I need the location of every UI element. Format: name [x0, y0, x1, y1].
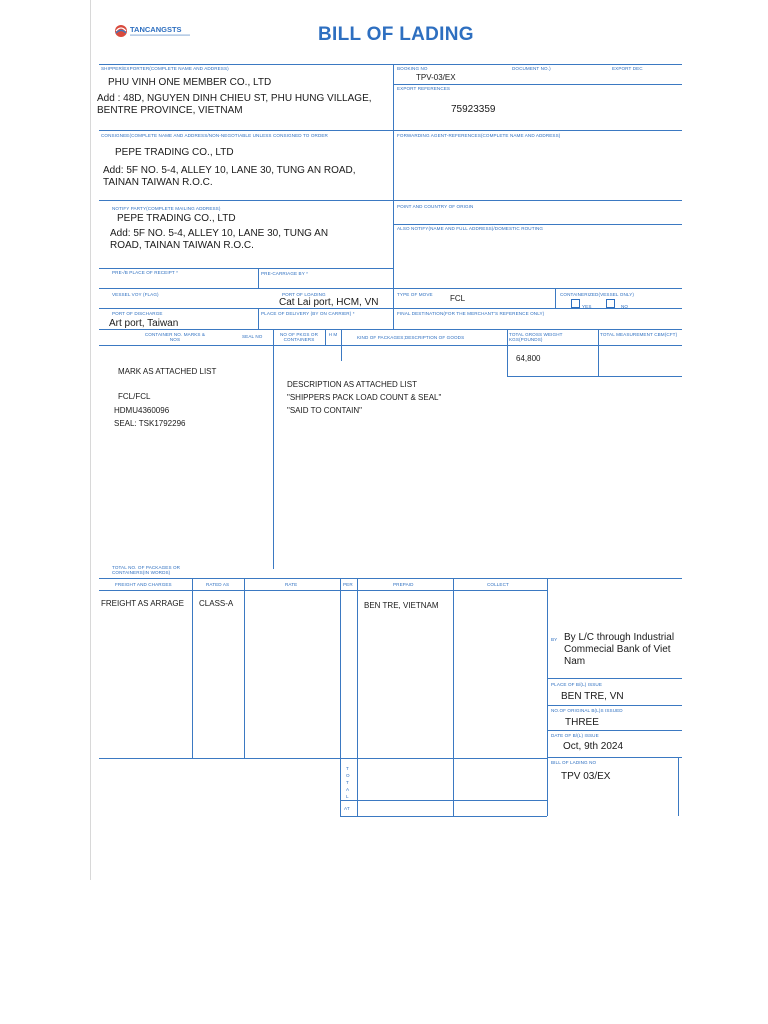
port-discharge-value: Art port, Taiwan — [109, 318, 179, 329]
rule — [340, 816, 547, 817]
description-line-3: "SAID TO CONTAIN" — [287, 406, 363, 415]
total-vertical-label: TOTAL — [346, 766, 350, 799]
type-of-move-value: FCL — [450, 294, 466, 303]
by-line-2: Commecial Bank of Viet — [564, 644, 671, 655]
place-of-issue-label: PLACE OF B/(L) ISSUE — [551, 682, 603, 687]
company-logo — [113, 22, 193, 42]
marks-line-3: HDMU4360096 — [114, 406, 170, 415]
booking-no-label: BOOKING NO — [397, 66, 428, 71]
bl-no-value: TPV 03/EX — [561, 771, 611, 782]
freight-value: FREIGHT AS ARRAGE — [101, 599, 184, 608]
kind-of-packages-label: KIND OF PACKAGES;DESCRIPTION OF GOODS — [357, 335, 465, 340]
vessel-label: VESSEL VOY (FLAG) — [112, 292, 159, 297]
rule — [99, 345, 682, 346]
rate-label: RATE — [285, 582, 298, 587]
port-loading-value: Cat Lai port, HCM, VN — [279, 297, 379, 308]
place-delivery-label: PLACE OF DELIVERY (BY ON CARRIER) * — [261, 311, 355, 316]
export-dec-label: EXPORT DEC — [612, 66, 643, 71]
yes-label: YES — [582, 304, 592, 309]
containerized-no-checkbox[interactable] — [606, 299, 615, 308]
rated-as-value: CLASS-A — [199, 599, 234, 608]
rule-v — [341, 329, 342, 361]
no-of-pkgs-label: NO OF PKGS OR CONTAINERS — [279, 332, 319, 342]
rule — [547, 730, 682, 731]
rule-v — [258, 268, 259, 288]
shipper-label: SHIPPER/EXPORTER(COMPLETE NAME AND ADDRESS) — [101, 66, 229, 71]
date-of-issue-label: DATE OF B/(L) ISSUE — [551, 733, 599, 738]
rule — [99, 268, 393, 269]
rule — [547, 705, 682, 706]
rule-v — [325, 329, 326, 345]
rule — [393, 200, 682, 201]
total-packages-label: TOTAL NO. OF PACKAGES OR CONTAINERS(IN WORDS) — [112, 565, 181, 575]
rule-v — [453, 578, 454, 816]
hm-label: H M — [328, 332, 338, 337]
per-label: PER — [343, 582, 353, 587]
at-label: AT — [344, 806, 350, 811]
document-title: BILL OF LADING — [318, 24, 474, 45]
collect-label: COLLECT — [487, 582, 509, 587]
marks-line-1: MARK AS ATTACHED LIST — [118, 367, 217, 376]
notify-address-1: Add: 5F NO. 5-4, ALLEY 10, LANE 30, TUNG AN — [110, 228, 329, 239]
marks-line-2: FCL/FCL — [118, 392, 151, 401]
rule-v — [547, 578, 548, 816]
containerized-yes-checkbox[interactable] — [571, 299, 580, 308]
seal-no-label: SEAL NO — [242, 334, 263, 339]
final-destination-label: FINAL DESTINATION(FOR THE MERCHANT'S REFERENCE ONLY) — [397, 311, 545, 316]
rule — [99, 590, 547, 591]
rule — [99, 288, 682, 289]
frame-top — [99, 64, 682, 65]
rule — [393, 84, 682, 85]
rule-v — [357, 578, 358, 816]
containerized-label: CONTAINERIZED(VESSEL ONLY) — [560, 292, 634, 297]
by-label: BY — [551, 637, 558, 642]
place-receipt-label: PRE-/B PLACE OF RECEIPT * — [112, 270, 178, 275]
rule-v — [555, 288, 556, 308]
svg-text:TANCANGSTS: TANCANGSTS — [130, 25, 182, 34]
description-line-1: DESCRIPTION AS ATTACHED LIST — [287, 380, 417, 389]
rule-v — [678, 757, 679, 816]
rule-v — [244, 578, 245, 758]
page-edge — [90, 0, 91, 880]
rule — [507, 376, 682, 377]
container-no-label: CONTAINER NO. MARKS & NOS — [144, 332, 206, 342]
rule-v — [192, 578, 193, 758]
rule — [99, 329, 682, 330]
rule — [99, 130, 393, 131]
rule — [99, 758, 547, 759]
rule-v — [340, 578, 341, 816]
notify-address-2: ROAD, TAINAN TAIWAN R.O.C. — [110, 240, 254, 251]
export-references-label: EXPORT REFERENCES — [397, 86, 451, 91]
rule-v — [507, 329, 508, 377]
export-reference-value: 75923359 — [451, 104, 496, 115]
consignee-name: PEPE TRADING CO., LTD — [115, 147, 234, 158]
shipper-name: PHU VINH ONE MEMBER CO., LTD — [108, 77, 272, 88]
rule — [393, 130, 682, 131]
prepaid-label: PREPAID — [393, 582, 414, 587]
type-of-move-label: TYPE OF MOVE — [397, 292, 433, 297]
document-no-label: DOCUMENT NO.) — [512, 66, 551, 71]
rule — [393, 224, 682, 225]
rule-v — [273, 329, 274, 569]
by-line-1: By L/C through Industrial — [564, 632, 675, 643]
gross-weight-value: 64,800 — [516, 354, 541, 363]
rule — [547, 678, 682, 679]
forwarding-agent-label: FORWARDING AGENT-REFERENCES(COMPLETE NAME AND ADDRESS) — [397, 133, 561, 138]
by-line-3: Nam — [564, 656, 586, 667]
consignee-label: CONSIGNEE(COMPLETE NAME AND ADDRESS/NON-NEGOTIABLE UNLESS CONSIGNED TO ORDER — [101, 133, 328, 138]
point-origin-label: POINT AND COUNTRY OF ORIGIN — [397, 204, 474, 209]
rule-v — [598, 329, 599, 377]
date-of-issue-value: Oct, 9th 2024 — [563, 741, 624, 752]
description-line-2: "SHIPPERS PACK LOAD COUNT & SEAL" — [287, 393, 442, 402]
booking-no-value: TPV-03/EX — [416, 73, 456, 82]
shipper-address-1: Add : 48D, NGUYEN DINH CHIEU ST, PHU HUNG VILLAGE, — [97, 93, 372, 104]
no-of-originals-value: THREE — [565, 717, 599, 728]
measurement-label: TOTAL MEASUREMENT CBM(CFT) — [600, 332, 678, 337]
rule — [547, 757, 682, 758]
no-of-originals-label: NO.OF ORIGINAL B(L)S ISSUED — [551, 708, 623, 713]
consignee-address-2: TAINAN TAIWAN R.O.C. — [103, 177, 213, 188]
divider-main — [393, 64, 394, 329]
notify-party-label: NOTIFY PARTY(COMPLETE MAILING ADDRESS) — [112, 206, 221, 211]
gross-weight-label: TOTAL GROSS WEIGHT KGS(POUNDS) — [509, 332, 563, 342]
bl-no-label: BILL OF LADING NO — [551, 760, 597, 765]
prepaid-place-value: BEN TRE, VIETNAM — [364, 601, 439, 610]
also-notify-label: ALSO NOTIFY(NAME AND FULL ADDRESS)/DOMESTIC ROUTING — [397, 226, 544, 231]
rule — [99, 578, 682, 579]
shipper-address-2: BENTRE PROVINCE, VIETNAM — [97, 105, 243, 116]
rule-v — [258, 308, 259, 329]
consignee-address-1: Add: 5F NO. 5-4, ALLEY 10, LANE 30, TUNG AN ROAD, — [103, 165, 356, 176]
notify-name: PEPE TRADING CO., LTD — [117, 213, 236, 224]
rated-as-label: RATED AS — [206, 582, 230, 587]
rule — [99, 308, 682, 309]
place-of-issue-value: BEN TRE, VN — [561, 691, 624, 702]
rule — [340, 800, 547, 801]
port-discharge-label: PORT OF DISCHARGE — [112, 311, 163, 316]
no-label: NO — [621, 304, 629, 309]
port-loading-label: PORT OF LOADING — [282, 292, 326, 297]
freight-charges-label: FREIGHT AND CHARGES — [115, 582, 172, 587]
marks-line-4: SEAL: TSK1792296 — [114, 419, 186, 428]
pre-carriage-label: PRE-CARRIAGE BY * — [261, 271, 309, 276]
rule — [99, 200, 393, 201]
